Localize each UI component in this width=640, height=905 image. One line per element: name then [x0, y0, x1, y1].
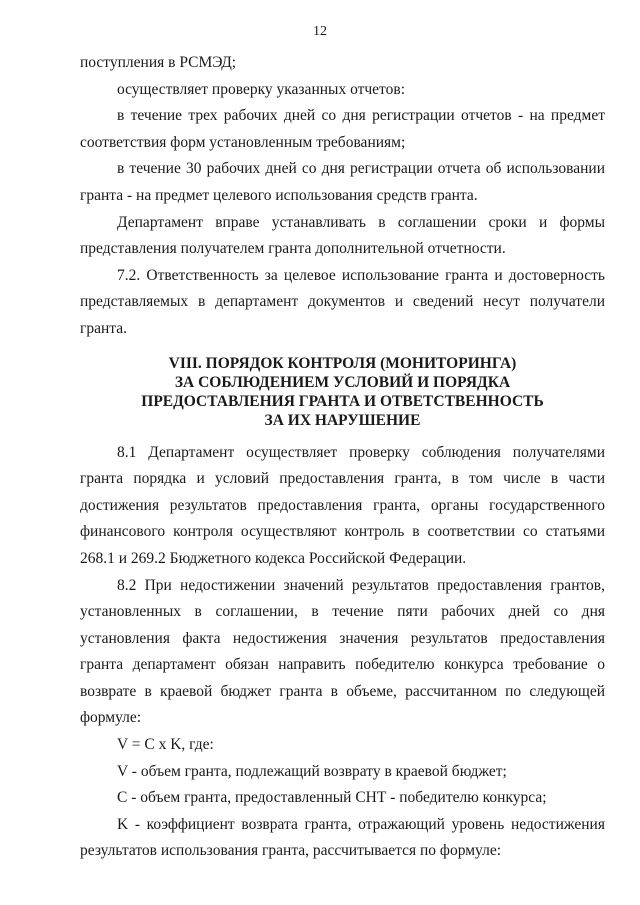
paragraph: осуществляет проверку указанных отчетов: [117, 80, 406, 98]
paragraph: V = C x K, где: [117, 736, 214, 754]
section-title-line: VIII. ПОРЯДОК КОНТРОЛЯ (МОНИТОРИНГА) [168, 354, 517, 372]
paragraph: в течение трех рабочих дней со дня регистрации отчетов - на предмет соответствия форм установленным требованиям; [80, 107, 605, 151]
section-title-line: ЗА ИХ НАРУШЕНИЕ [264, 411, 421, 429]
document-body [80, 50, 605, 865]
paragraphs-after-section [80, 440, 605, 866]
paragraph: 8.2 При недостижении значений результатов предоставления грантов, установленных в соглашении, в течение пяти рабочих дней со дня установления факта недостижения значения результатов предоставления гранта департамент обязан направить победителю конкурса требование о возврате в краевой бюджет гранта в объеме, рассчитанном по следующей формуле: [80, 576, 605, 727]
section-title [80, 354, 605, 430]
paragraph: в течение 30 рабочих дней со дня регистрации отчета об использовании гранта - на предмет целевого использования средств гранта. [80, 160, 605, 204]
paragraph: Департамент вправе устанавливать в соглашении сроки и формы представления получателем гранта дополнительной отчетности. [80, 213, 605, 258]
paragraph: 8.1 Департамент осуществляет проверку соблюдения получателями гранта порядка и условий предоставления гранта, в том числе в части достижения результатов предоставления гранта, органы государственного финансового контроля осуществляют контроль в соответствии со статьями 268.1 и 269.2 Бюджетного кодекса Российской Федерации. [80, 443, 605, 567]
paragraph: V - объем гранта, подлежащий возврату в краевой бюджет; [117, 762, 507, 780]
paragraph: 7.2. Ответственность за целевое использование гранта и достоверность представляемых в департамент документов и сведений несут получатели гранта. [80, 266, 605, 337]
page-number: 12 [313, 24, 327, 39]
section-title-line: ПРЕДОСТАВЛЕНИЯ ГРАНТА И ОТВЕТСТВЕННОСТЬ [141, 392, 544, 410]
paragraph: K - коэффициент возврата гранта, отражающий уровень недостижения результатов использования гранта, рассчитывается по формуле: [80, 815, 605, 860]
paragraph: C - объем гранта, предоставленный СНТ - победителю конкурса; [117, 789, 547, 807]
section-title-line: ЗА СОБЛЮДЕНИЕМ УСЛОВИЙ И ПОРЯДКА [174, 373, 511, 391]
paragraph: поступления в РСМЭД; [80, 54, 237, 71]
paragraphs-before-section [80, 50, 605, 343]
